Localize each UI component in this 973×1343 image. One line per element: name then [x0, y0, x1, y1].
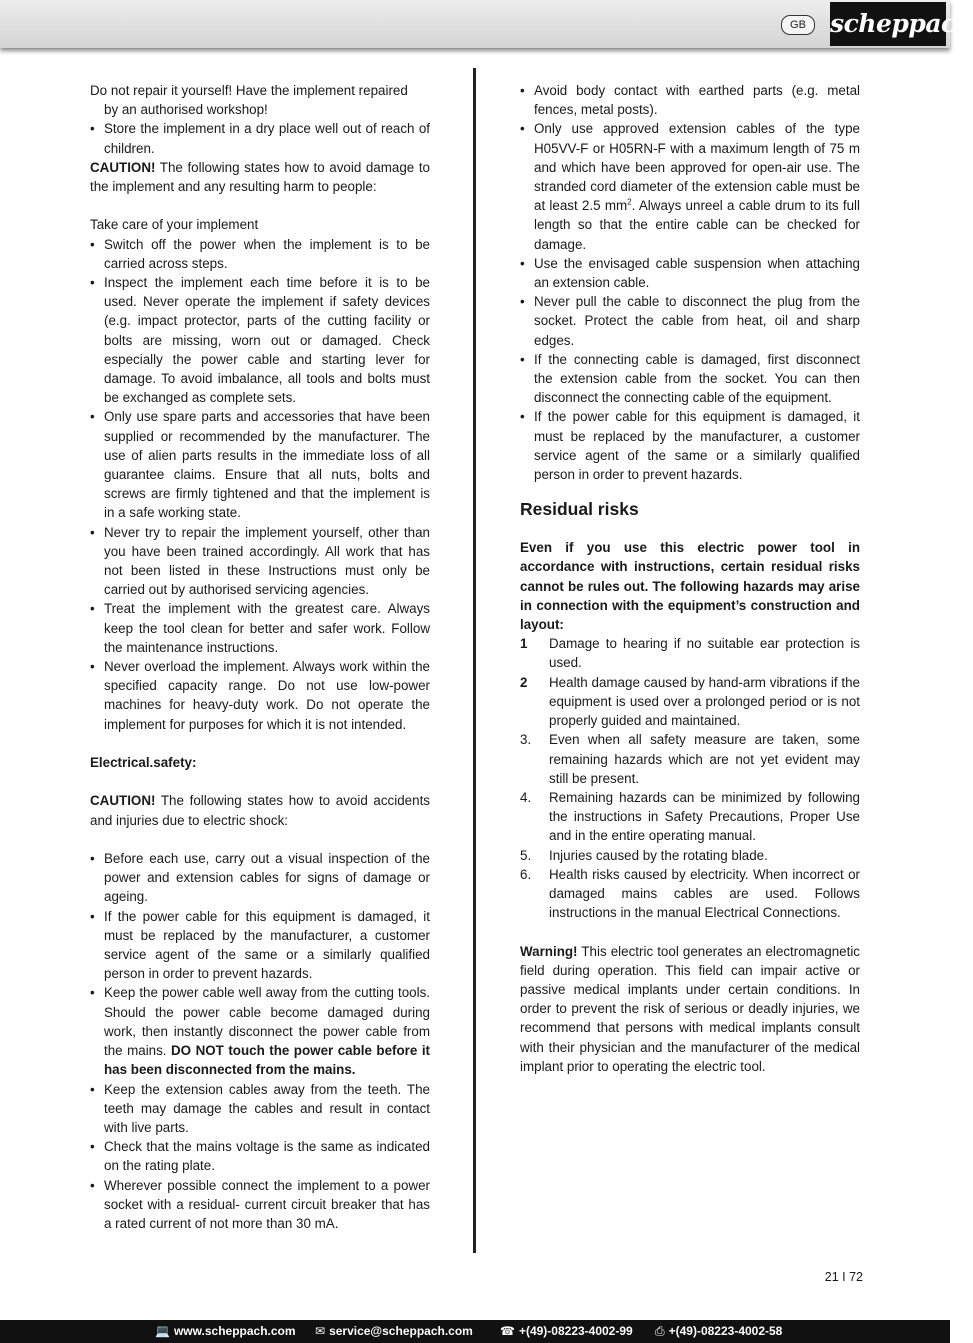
- list-item: • If the power cable for this equipment is damaged, it must be replaced by the manufacturer, a customer service agent of the same or a similarly qualified person in order to prevent hazards.: [520, 409, 860, 483]
- computer-icon: 💻: [155, 1324, 170, 1338]
- care-list: [90, 235, 430, 734]
- list-item: • Only use spare parts and accessories that have been supplied or recommended by the manufacturer. The use of alien parts results in the immediate loss of all guarantee claims. Ensure that all nuts, bolts and screws are firmly tightened and that the implement is in a safe working state.: [90, 409, 430, 521]
- list-item: • Only use approved extension cables of the type H05VV-F or H05RN-F with a maximum length of 75 m and which have been approved for open-air use. The stranded cord diameter of the extension cable must be at least 2.5 $mm^2$. Always unreel a cable drum to its full length so that the entire cable can be checked for damage.: [520, 121, 860, 252]
- electrical-safety-title: Electrical.safety:: [90, 755, 197, 771]
- right-column: [520, 81, 860, 1076]
- footer-fax: ⎙ +(49)-08223-4002-58: [655, 1324, 783, 1338]
- list-item: • Inspect the implement each time before it is to be used. Never operate the implement if safety devices (e.g. impact protector, parts of the cutting facility or bolts are missing, worn out or damaged. Check especially the power cable and starting lever for damage. To avoid imbalance, all tools and bolts must be exchanged as complete sets.: [90, 275, 430, 406]
- bullet-icon: •: [90, 121, 95, 137]
- language-badge: GB: [781, 15, 815, 35]
- list-item: • Before each use, carry out a visual inspection of the power and extension cables for signs of damage or ageing.: [90, 851, 430, 905]
- list-item: • Never try to repair the implement yourself, other than you have been trained accordingly. All work that has not been listed in these Instructions must only be carried out by authorised servicing agencies.: [90, 524, 430, 598]
- repair-intro-2: by an authorised workshop!: [104, 102, 268, 118]
- care-title: Take care of your implement: [90, 217, 259, 233]
- list-item: • Avoid body contact with earthed parts (e.g. metal fences, metal posts).: [520, 83, 860, 118]
- page-number: 21 I 72: [824, 1270, 863, 1284]
- fax-icon: ⎙: [655, 1324, 665, 1338]
- residual-intro: Even if you use this electric power tool in accordance with instructions, certain residual risks cannot be rules out. The following hazards may arise in connection with the equipment’s construction and layout:: [520, 540, 860, 633]
- store-item: • Store the implement in a dry place well out of reach of children.: [90, 121, 430, 156]
- list-item: • If the power cable for this equipment is damaged, it must be replaced by the manufacturer, a customer service agent of the same or a similarly qualified person in order to prevent hazards.: [90, 908, 430, 982]
- warning-paragraph: Warning! This electric tool generates an electromagnetic field during operation. This field can impair active or passive medical implants under certain conditions. In order to prevent the risk of serious or deadly injuries, we recommend that persons with medical implants consult with their physician and the manufacturer of the medical implant prior to operating the electric tool.: [520, 943, 860, 1074]
- list-item: 6. Health risks caused by electricity. When incorrect or damaged mains cables are used. Follows instructions in the manual Electrical Connections.: [520, 866, 860, 921]
- list-item: 5. Injuries caused by the rotating blade.: [520, 847, 768, 863]
- cable-list: [520, 81, 860, 484]
- caution-paragraph: CAUTION! The following states how to avoid damage to the implement and any resulting harm to people:: [90, 159, 430, 195]
- electrical-list: [90, 849, 430, 1233]
- residual-risks-heading: Residual risks: [520, 499, 639, 520]
- mail-icon: ✉: [315, 1324, 326, 1338]
- phone-icon: ☎: [500, 1324, 515, 1338]
- list-item: • Treat the implement with the greatest care. Always keep the tool clean for better and safer work. Follow the maintenance instructions.: [90, 601, 430, 655]
- risk-list: [520, 634, 860, 922]
- list-item: • Switch off the power when the implement is to be carried across steps.: [90, 236, 430, 271]
- brand-logo: scheppach: [830, 2, 946, 46]
- list-item: 1 Damage to hearing if no suitable ear protection is used.: [520, 636, 860, 671]
- list-item: • Wherever possible connect the implement to a power socket with a residual- current circuit breaker that has a rated current of not more than 30 mA.: [90, 1177, 430, 1231]
- footer-web[interactable]: 💻 www.scheppach.com: [155, 1324, 296, 1338]
- list-item: • Keep the extension cables away from the teeth. The teeth may damage the cables and result in contact with live parts.: [90, 1081, 430, 1135]
- footer-phone: ☎ +(49)-08223-4002-99: [500, 1324, 633, 1338]
- elec-caution-paragraph: CAUTION! The following states how to avoid accidents and injuries due to electric shock:: [90, 793, 430, 828]
- list-item: • Never pull the cable to disconnect the plug from the socket. Protect the cable from heat, oil and sharp edges.: [520, 294, 860, 348]
- list-item: 4. Remaining hazards can be minimized by following the instructions in Safety Precautions, Proper Use and in the entire operating manual.: [520, 789, 860, 844]
- list-item: 2 Health damage caused by hand-arm vibrations if the equipment is used over a prolonged period or is not properly guided and maintained.: [520, 674, 860, 729]
- list-item: • Keep the power cable well away from the cutting tools. Should the power cable become damaged during work, then instantly disconnect the power cable from the mains. DO NOT touch the power cable before it has been disconnected from the mains.: [90, 985, 430, 1078]
- footer-email[interactable]: ✉ service@scheppach.com: [315, 1324, 473, 1338]
- repair-intro: Do not repair it yourself! Have the implement repaired: [90, 83, 408, 98]
- column-divider: [473, 68, 476, 1253]
- list-item: 3. Even when all safety measure are taken, some remaining hazards which are not yet evident may still be present.: [520, 732, 860, 786]
- page-header: [0, 0, 973, 48]
- list-item: • Never overload the implement. Always work within the specified capacity range. Do not use low-power machines for heavy-duty work. Do not operate the implement for purposes for which it is not intended.: [90, 659, 430, 732]
- page-footer: [0, 1320, 950, 1343]
- list-item: • Use the envisaged cable suspension when attaching an extension cable.: [520, 255, 860, 291]
- list-item: • If the connecting cable is damaged, first disconnect the extension cable from the socket. You can then disconnect the connecting cable of the equipment.: [520, 351, 860, 406]
- left-column: [90, 81, 430, 1233]
- list-item: • Check that the mains voltage is the same as indicated on the rating plate.: [90, 1139, 430, 1174]
